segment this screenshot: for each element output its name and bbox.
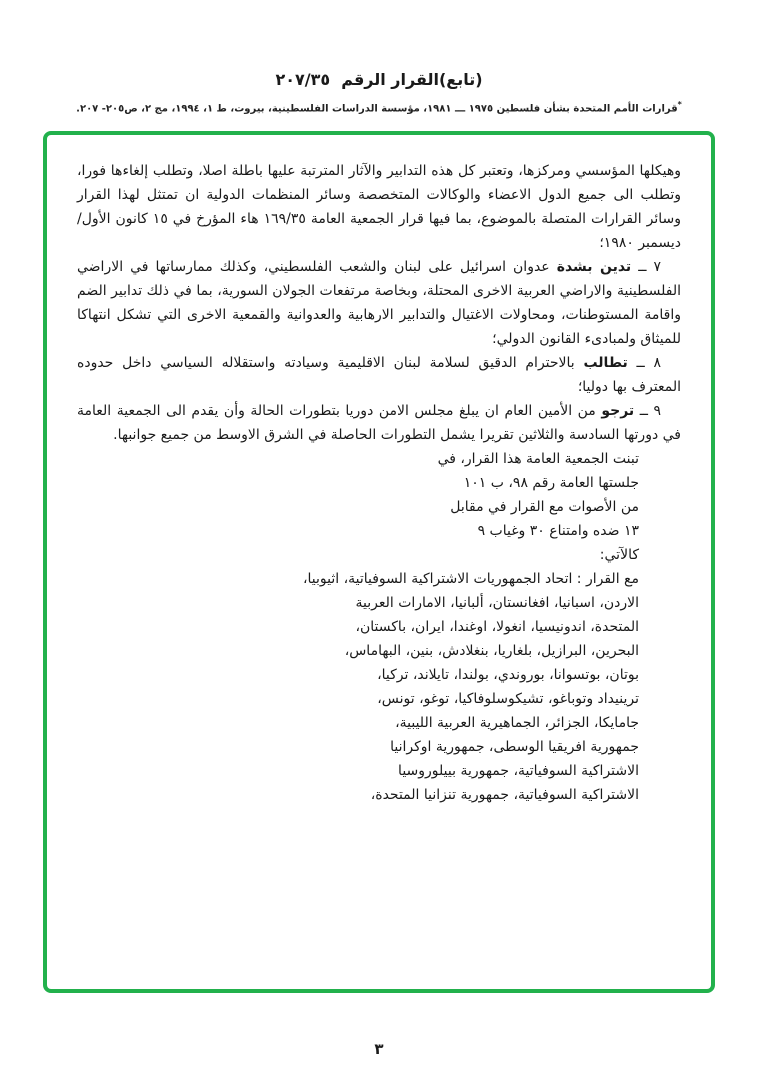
- vote-line: الاشتراكية السوفياتية، جمهورية تنزانيا المتحدة،: [370, 787, 639, 804]
- vote-line: ترينيداد وتوباغو، تشيكوسلوفاكيا، توغو، تونس،: [377, 691, 639, 708]
- paragraph-8-number: ٨ ــ: [636, 355, 662, 372]
- adoption-line: جلستها العامة رقم ٩٨، ب ١٠١: [463, 475, 639, 492]
- paragraph-7-emphasis: تدين بشدة: [556, 259, 632, 276]
- operative-paragraph-8: [77, 351, 681, 399]
- page-number: ٣: [374, 1040, 384, 1058]
- vote-with-list: [77, 567, 639, 807]
- paragraph-9-number: ٩ ــ: [639, 403, 661, 420]
- continuation-paragraph: وهيكلها المؤسسي ومركزها، وتعتبر كل هذه التدابير والآثار المترتبة عليها باطلة اصلا، وتطلب إلغاءها فورا، وتطلب الى جميع الدول الاعضاء والوكالات المتخصصة وسائر المنظمات الدولية ان تمتثل لهذا القرار وسائر القرارات المتصلة بالموضوع، بما فيها قرار الجمعية العامة ١٦٩/٣٥ هاء المؤرخ في ١٥ كانون الأول/ديسمبر ١٩٨٠؛: [77, 163, 681, 252]
- vote-line: الاردن، اسبانيا، افغانستان، ألبانيا، الامارات العربية: [355, 595, 639, 612]
- vote-line: المتحدة، اندونيسيا، انغولا، اوغندا، ايران، باكستان،: [355, 619, 639, 636]
- paragraph-8-text: بالاحترام الدقيق لسلامة لبنان الاقليمية وسيادته واستقلاله السياسي داخل حدوده المعترف بها دوليا؛: [77, 355, 681, 396]
- vote-line: مع القرار : اتحاد الجمهوريات الاشتراكية السوفياتية، اثيوبيا،: [302, 571, 639, 588]
- paragraph-8-emphasis: تطالب: [583, 355, 628, 372]
- vote-line: جامايكا، الجزائر، الجماهيرية العربية الليبية،: [395, 715, 639, 732]
- paragraph-7-text: عدوان اسرائيل على لبنان والشعب الفلسطيني، وكذلك ممارساتها في الاراضي الفلسطينية والاراضي العربية الاخرى المحتلة، وبخاصة مرتفعات الجولان السورية، بما في ذلك تدابير الضم واقامة المستوطنات، ومحاولات الاغتيال والتدابير الارهابية والعدوانية والقمعية الاخرى التي تشكل انتهاكا للميثاق ولمبادىء القانون الدولي؛: [77, 259, 681, 348]
- document-header: [0, 0, 758, 114]
- paragraph-9-emphasis: ترجو: [601, 403, 635, 420]
- operative-paragraph-9: [77, 399, 681, 447]
- operative-paragraph-7: [77, 255, 681, 351]
- vote-line: الاشتراكية السوفياتية، جمهورية بييلوروسيا: [398, 763, 639, 780]
- adoption-note: [77, 447, 639, 567]
- paragraph-9-text: من الأمين العام ان يبلغ مجلس الامن دوريا بتطورات الحالة وأن يقدم الى الجمعية العامة في دورتها السادسة والثلاثين تقريرا يشمل التطورات الحاصلة في الشرق الاوسط من جميع جوانبها.: [77, 403, 681, 444]
- vote-line: بوتان، بوتسوانا، بوروندي، بولندا، تايلاند، تركيا،: [377, 667, 639, 684]
- content-frame: [43, 131, 715, 993]
- resolution-title: (تابع)القرار الرقم ٢٠٧/٣٥: [275, 70, 483, 89]
- source-citation-text: قرارات الأمم المتحدة بشأن فلسطين ١٩٧٥ ـــ ١٩٨١، مؤسسة الدراسات الفلسطينية، بيروت، ط ١، ١٩٩٤، مج ٢، ص٢٠٥- ٢٠٧.: [76, 103, 678, 115]
- paragraph-7-number: ٧ ــ: [638, 259, 661, 276]
- vote-line: جمهورية افريقيا الوسطى، جمهورية اوكرانيا: [390, 739, 639, 756]
- adoption-line: ١٣ ضده وامتناع ٣٠ وغياب ٩: [477, 523, 639, 540]
- adoption-line: تبنت الجمعية العامة هذا القرار، في: [437, 451, 639, 468]
- vote-line: البحرين، البرازيل، بلغاريا، بنغلادش، بنين، البهاماس،: [344, 643, 639, 660]
- adoption-line: كالآتي:: [599, 547, 639, 564]
- adoption-line: من الأصوات مع القرار في مقابل: [450, 499, 639, 516]
- source-citation: [0, 100, 758, 114]
- footnote-marker: *: [677, 100, 682, 109]
